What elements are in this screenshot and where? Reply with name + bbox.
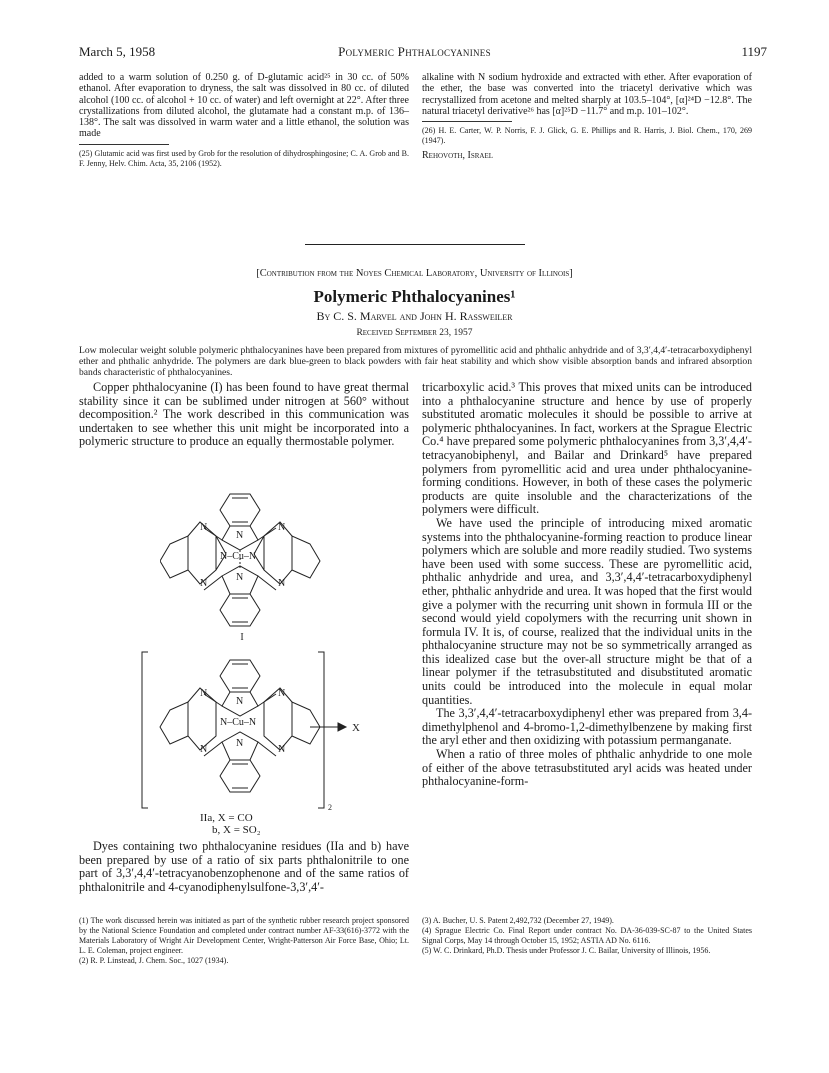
structure-II-diagram — [138, 648, 366, 813]
dyes-paragraph — [79, 840, 409, 894]
svg-text:N: N — [278, 688, 286, 699]
footnote-25: (25) Glutamic acid was first used by Grob for the resolution of dihydrosphingosine; C. A. Grob and B. F. Jenny, Helv. Chim. Acta, 35, 2106 (1952). — [79, 148, 409, 168]
abstract: Low molecular weight soluble polymeric phthalocyanines have been prepared from mixtures of pyromellitic acid and phthalic anhydride and of 3,3′,4,4′-tetracarboxydiphenyl ether and phthalic anhydride. The polymers are dark blue-green to black powders with fair heat stability and which show visible absorption bands and infrared absorption bands characteristic of phthalocyanines. — [79, 345, 752, 378]
footnote-rule — [422, 121, 512, 122]
svg-text:N: N — [236, 738, 244, 749]
intro-text: Copper phthalocyanine (I) has been found to have great thermal stability since it can be sublimed under nitrogen at 560° without decomposition.² The work described in this communication was undertaken to see whether this unit might be incorporated into a polymeric structure to produce an equally thermostable polymer. — [79, 380, 409, 449]
structure-II-subscript: 2 — [328, 803, 332, 812]
structure-legend — [200, 812, 300, 836]
svg-text:N–Cu–N: N–Cu–N — [220, 551, 257, 562]
prev-article-text-right: alkaline with N sodium hydroxide and extracted with ether. After evaporation of the ether, the base was converted into the triacetyl derivative which was recrystallized from acetone and melted sharply at 103.5–104°, [α]²⁴D −12.8°. The natural triacetyl derivative²⁶ has [α]²⁵D −11.7° and m.p. 101–102°. — [422, 72, 752, 117]
footnote-2: (2) R. P. Linstead, J. Chem. Soc., 1027 (1934). — [79, 956, 229, 965]
footnote-26: (26) H. E. Carter, W. P. Norris, F. J. Glick, G. E. Phillips and R. Harris, J. Biol. Chem., 170, 269 (1947). — [422, 126, 752, 146]
contribution-line: [Contribution from the Noyes Chemical Laboratory, University of Illinois] — [256, 268, 573, 279]
author-line: By C. S. Marvel and John H. Rassweiler — [316, 309, 513, 323]
footnote-3: (3) A. Bucher, U. S. Patent 2,492,732 (December 27, 1949). — [422, 916, 614, 925]
svg-text:N: N — [200, 578, 208, 589]
structure-I-label: I — [240, 632, 244, 643]
running-title: Polymeric Phthalocyanines — [338, 44, 491, 59]
svg-text:N: N — [200, 688, 208, 699]
page-number: 1197 — [741, 44, 767, 59]
footnote-5: (5) W. C. Drinkard, Ph.D. Thesis under Professor J. C. Bailar, University of Illinois, 1956. — [422, 946, 711, 955]
intro-paragraph — [79, 381, 409, 449]
received-date: Received September 23, 1957 — [356, 328, 473, 338]
footnote-rule — [79, 144, 169, 145]
svg-text:N: N — [278, 522, 286, 533]
prev-article-text-left: added to a warm solution of 0.250 g. of D-glutamic acid²⁵ in 30 cc. of 50% ethanol. After evaporation to dryness, the salt was dissolved in 80 cc. of diluted alcohol (100 cc. of alcohol + 10 cc. of water) and left overnight at 22°. After three crystallizations from diluted alcohol, the glutamate had a constant m.p. of 136–138°. The salt was dissolved in warm water and a little ethanol, the solution was made — [79, 72, 409, 140]
location: Rehovoth, Israel — [422, 150, 493, 162]
svg-text:N: N — [278, 578, 286, 589]
structure-II-x-label: X — [352, 722, 360, 734]
legend-IIb: b, X = SO₂ — [212, 824, 261, 836]
prev-article-left — [79, 72, 409, 169]
footnote-1: (1) The work discussed herein was initiated as part of the synthetic rubber research project sponsored by the National Science Foundation and completed under contract number AF-33(616)-3772 with the Materials Laboratory of Wright Air Development Center, Wright-Patterson Air Force Base, Ohio; Lt. L. E. Coleman, project engineer. — [79, 916, 409, 955]
right-paragraph-3: The 3,3′,4,4′-tetracarboxydiphenyl ether was prepared from 3,4-dimethylphenol and 4-bromo-1,2-dimethylbenzene by making first the aryl ether and then oxidizing with potassium permanganate. — [422, 706, 752, 748]
dyes-text: Dyes containing two phthalocyanine residues (IIa and b) have been prepared by use of a ratio of six parts phthalonitrile to one part of 3,3′,4,4′-tetracyanobenzophenone and of the same ratios of phthalonitrile and 4-cyanodiphenylsulfone-3,3′,4′- — [79, 839, 409, 894]
svg-text:N: N — [278, 744, 286, 755]
footnote-4: (4) Sprague Electric Co. Final Report under contract No. DA-36-039-SC-87 to the United States Signal Corps, May 14 through October 15, 1952; ASTIA AD No. 6116. — [422, 926, 752, 945]
section-divider — [305, 244, 525, 245]
legend-IIa: IIa, X = CO — [200, 812, 253, 824]
footnotes-left — [79, 916, 409, 966]
right-paragraph-2: We have used the principle of introducing mixed aromatic systems into the phthalocyanine-forming reaction to produce linear polymers which are soluble and more readily studied. Two systems have been used with some success. These are pyromellitic acid, phthalic anhydride and urea, and 3,3′,4,4′-tetracarboxydiphenyl ether, phthalic anhydride and urea. It was hoped that the first would give a polymer with the recurring unit shown in formula III or the second would yield copolymers with the recurring unit shown in formula IV. It is, of course, realized that the individual units in the phthalocyanine structure may not be so symmetrically arranged as this idealized case but the over-all structure might be that of a linear polymer if the tetrasubstituted and disubstituted aromatic units could be introduced into the molecule in equal molar quantities. — [422, 515, 752, 707]
svg-text:N: N — [236, 696, 244, 707]
svg-text:N: N — [200, 522, 208, 533]
svg-text:N–Cu–N: N–Cu–N — [220, 717, 257, 728]
footnotes-right — [422, 916, 752, 956]
issue-date: March 5, 1958 — [79, 44, 156, 59]
right-paragraph-4: When a ratio of three moles of phthalic anhydride to one mole of either of the above tetrasubstituted aryl acids was heated under phthalocyanine-form- — [422, 747, 752, 789]
svg-text:N: N — [236, 530, 244, 541]
article-title: Polymeric Phthalocyanines¹ — [313, 287, 516, 306]
prev-article-right — [422, 72, 752, 161]
svg-text:N: N — [200, 744, 208, 755]
svg-text:N: N — [236, 572, 244, 583]
right-paragraph-1: tricarboxylic acid.³ This proves that mixed units can be introduced into a phthalocyanine structure and hence by use of properly substituted aromatic molecules it should be possible to arrive at polymeric phthalocyanines. In fact, workers at the Sprague Electric Co.⁴ have prepared some polymeric phthalocyanines from 3,3′,4,4′-tetracyanobiphenyl, and Bailar and Drinkard⁵ have prepared polymers from pyromellitic acid and urea under phthalocyanine-forming conditions. However, in both of these cases the polymeric products are quite insoluble and the characterizations of the polymers were difficult. — [422, 380, 752, 517]
structure-I-diagram — [160, 482, 330, 644]
right-column-body — [422, 381, 752, 789]
